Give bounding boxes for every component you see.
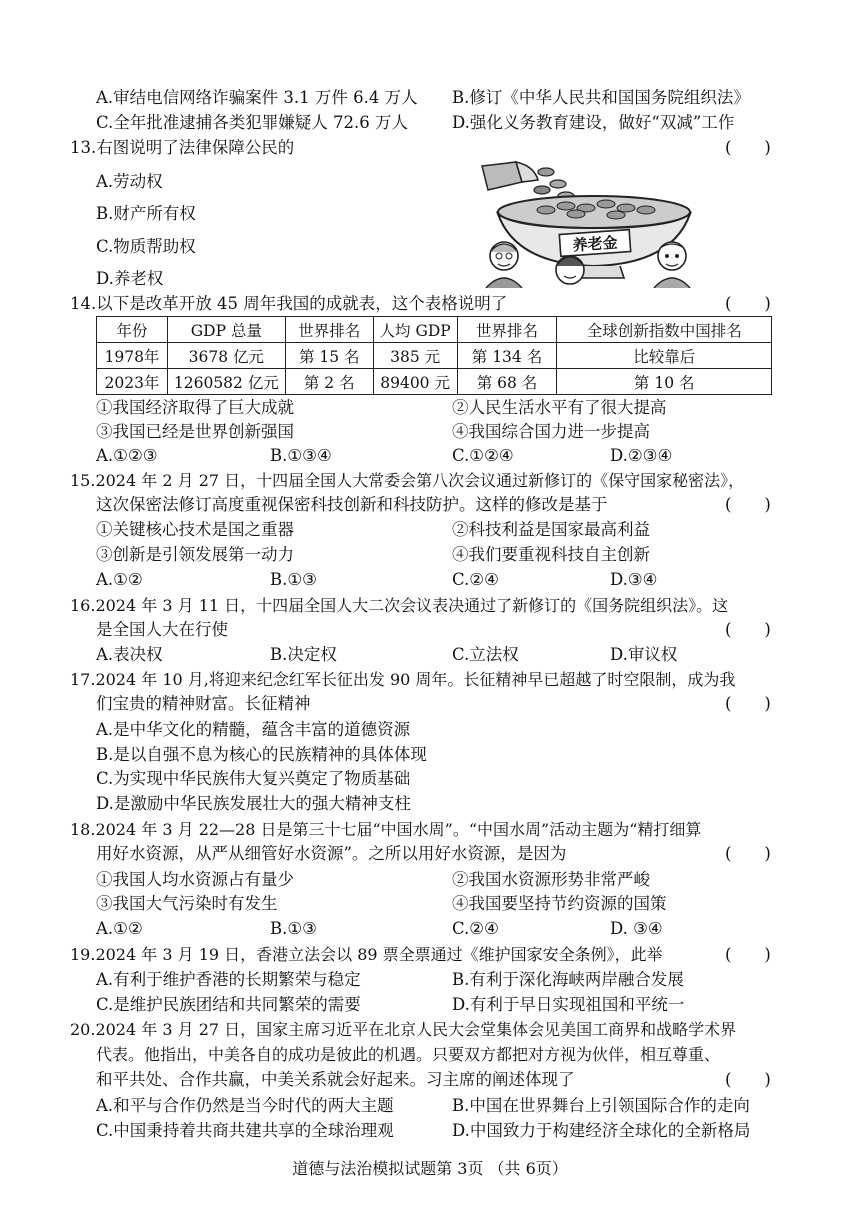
q14-statement-3: ③我国已经是世界创新强国	[96, 422, 294, 441]
table-cell: 2023年	[97, 369, 168, 395]
q18-statement-1: ①我国人均水资源占有量少	[96, 870, 294, 889]
q14-option-d: D.②③④	[610, 446, 673, 465]
q18-statement-3: ③我国大气污染时有发生	[96, 894, 278, 913]
q15-option-d: D.③④	[610, 570, 658, 589]
q12-option-a: A.审结电信网络诈骗案件 3.1 万件 6.4 万人	[96, 88, 418, 107]
q15-statement-3: ③创新是引领发展第一动力	[96, 545, 294, 564]
q17-answer-paren: ( )	[725, 694, 771, 713]
table-header-cell: GDP 总量	[167, 317, 285, 343]
table-header-cell: 全球创新指数中国排名	[557, 317, 772, 343]
table-header-cell: 世界排名	[457, 317, 557, 343]
q15-statement-4: ④我们要重视科技自主创新	[452, 545, 650, 564]
q15-answer-paren: ( )	[725, 495, 771, 514]
q20-stem-line2: 代表。他指出，中美各自的成功是彼此的机遇。只要双方都把对方视为伙伴，相互尊重、	[96, 1045, 721, 1064]
q19-option-a: A.有利于维护香港的长期繁荣与稳定	[96, 970, 361, 989]
q13-option-b: B.财产所有权	[96, 204, 196, 223]
q16-option-b: B.决定权	[270, 645, 337, 664]
table-header-cell: 世界排名	[285, 317, 373, 343]
page-footer: 道德与法治模拟试题第 3页 （共 6页）	[292, 1159, 568, 1178]
pension-cartoon-image	[476, 160, 702, 288]
q17-stem-line1: 17.2024 年 10 月,将迎来纪念红军长征出发 90 周年。长征精神早已超越了时空限制，成为我	[70, 670, 736, 689]
q16-stem-line2: 是全国人大在行使	[96, 620, 228, 639]
q19-option-c: C.是维护民族团结和共同繁荣的需要	[96, 995, 361, 1014]
q18-option-a: A.①②	[96, 919, 143, 938]
table-cell: 3678 亿元	[167, 343, 285, 369]
q16-option-a: A.表决权	[96, 645, 163, 664]
cartoon-label: 养老金	[571, 233, 619, 255]
q12-option-c: C.全年批准逮捕各类犯罪嫌疑人 72.6 万人	[96, 113, 409, 132]
q20-option-d: D.中国致力于构建经济全球化的全新格局	[452, 1121, 751, 1140]
q13-option-a: A.劳动权	[96, 172, 163, 191]
q17-option-a: A.是中华文化的精髓，蕴含丰富的道德资源	[96, 720, 411, 739]
q18-answer-paren: ( )	[725, 844, 771, 863]
q14-option-b: B.①③④	[270, 446, 332, 465]
table-row	[97, 369, 772, 395]
q16-option-c: C.立法权	[452, 645, 519, 664]
q14-stem: 14.以下是改革开放 45 周年我国的成就表，这个表格说明了	[70, 294, 508, 313]
q20-option-a: A.和平与合作仍然是当今时代的两大主题	[96, 1096, 394, 1115]
q13-option-d: D.养老权	[96, 269, 164, 288]
q15-option-a: A.①②	[96, 570, 143, 589]
q16-option-d: D.审议权	[610, 645, 678, 664]
q15-stem-line2: 这次保密法修订高度重视保密科技创新和科技防护。这样的修改是基于	[96, 495, 608, 514]
q14-answer-paren: ( )	[725, 294, 771, 313]
q14-option-c: C.①②④	[452, 446, 514, 465]
q15-stem-line1: 15.2024 年 2 月 27 日，十四届全国人大常委会第八次会议通过新修订的《保守国家秘密法》，	[70, 471, 745, 490]
q20-option-b: B.中国在世界舞台上引领国际合作的走向	[452, 1096, 750, 1115]
q18-stem-line2: 用好水资源，从严从细管好水资源”。之所以用好水资源，是因为	[96, 844, 567, 863]
table-header-cell: 年份	[97, 317, 168, 343]
q13-stem: 13.右图说明了法律保障公民的	[70, 138, 295, 157]
q19-stem: 19.2024 年 3 月 19 日，香港立法会以 89 票全票通过《维护国家安全条例》，此举	[70, 945, 663, 964]
q19-option-b: B.有利于深化海峡两岸融合发展	[452, 970, 684, 989]
table-cell: 第 134 名	[457, 343, 557, 369]
table-cell: 第 10 名	[557, 369, 772, 395]
q15-statement-1: ①关键核心技术是国之重器	[96, 520, 294, 539]
achievement-table	[96, 316, 772, 395]
q18-statement-2: ②我国水资源形势非常严峻	[452, 870, 650, 889]
q17-option-d: D.是激励中华民族发展壮大的强大精神支柱	[96, 794, 411, 813]
q14-statement-4: ④我国综合国力进一步提高	[452, 422, 650, 441]
table-cell: 1260582 亿元	[167, 369, 285, 395]
q19-option-d: D.有利于早日实现祖国和平统一	[452, 995, 685, 1014]
table-cell: 89400 元	[373, 369, 457, 395]
q18-option-c: C.②④	[452, 919, 499, 938]
table-cell: 第 15 名	[285, 343, 373, 369]
q15-option-c: C.②④	[452, 570, 499, 589]
table-cell: 第 68 名	[457, 369, 557, 395]
q17-option-b: B.是以自强不息为核心的民族精神的具体体现	[96, 745, 427, 764]
table-header-cell: 人均 GDP	[373, 317, 457, 343]
q19-answer-paren: ( )	[725, 945, 771, 964]
q20-stem-line3: 和平共处、合作共赢，中美关系就会好起来。习主席的阐述体现了	[96, 1070, 575, 1089]
q20-stem-line1: 20.2024 年 3 月 27 日，国家主席习近平在北京人民大会堂集体会见美国工商界和战略学术界	[70, 1020, 737, 1039]
q17-option-c: C.为实现中华民族伟大复兴奠定了物质基础	[96, 769, 411, 788]
table-cell: 1978年	[97, 343, 168, 369]
q18-stem-line1: 18.2024 年 3 月 22—28 日是第三十七届“中国水周”。“中国水周”活动主题为“精打细算	[70, 820, 702, 839]
q14-option-a: A.①②③	[96, 446, 158, 465]
table-cell: 第 2 名	[285, 369, 373, 395]
q16-stem-line1: 16.2024 年 3 月 11 日，十四届全国人大二次会议表决通过了新修订的《国务院组织法》。这	[70, 596, 729, 615]
q14-statement-1: ①我国经济取得了巨大成就	[96, 398, 294, 417]
q20-option-c: C.中国秉持着共商共建共享的全球治理观	[96, 1121, 394, 1140]
q15-statement-2: ②科技利益是国家最高利益	[452, 520, 650, 539]
q16-answer-paren: ( )	[725, 620, 771, 639]
table-header-row	[97, 317, 772, 343]
q18-option-b: B.①③	[270, 919, 317, 938]
q12-option-b: B.修订《中华人民共和国国务院组织法》	[452, 88, 750, 107]
table-row	[97, 343, 772, 369]
table-cell: 比较靠后	[557, 343, 772, 369]
q18-option-d: D. ③④	[610, 919, 663, 938]
q15-option-b: B.①③	[270, 570, 317, 589]
q20-answer-paren: ( )	[725, 1070, 771, 1089]
q13-option-c: C.物质帮助权	[96, 237, 196, 256]
q13-answer-paren: ( )	[725, 138, 771, 157]
q12-option-d: D.强化义务教育建设，做好“双减”工作	[452, 113, 735, 132]
q17-stem-line2: 们宝贵的精神财富。长征精神	[96, 694, 311, 713]
table-cell: 385 元	[373, 343, 457, 369]
q18-statement-4: ④我国要坚持节约资源的国策	[452, 894, 667, 913]
q14-statement-2: ②人民生活水平有了很大提高	[452, 398, 667, 417]
